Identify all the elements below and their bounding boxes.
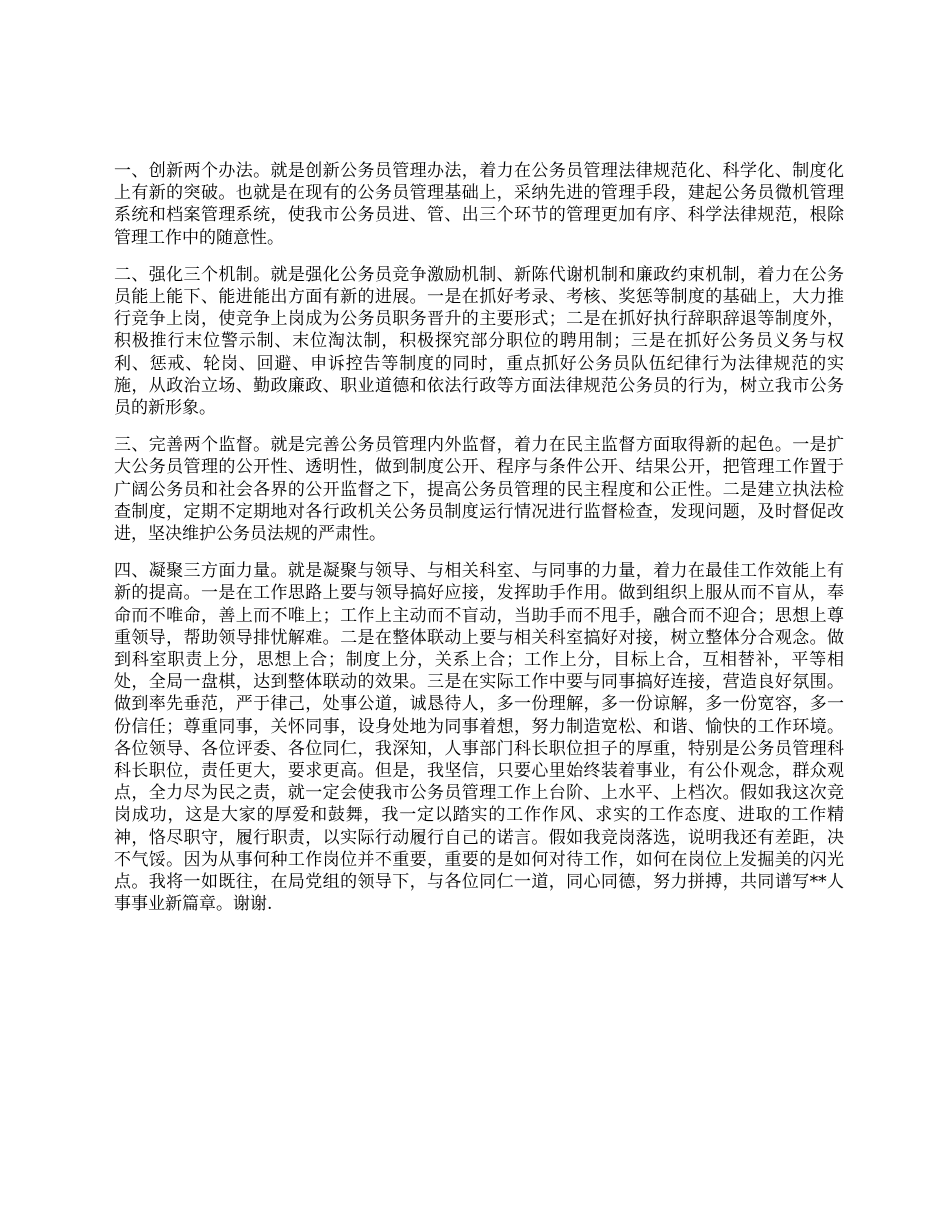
paragraph-2: 二、强化三个机制。就是强化公务员竞争激励机制、新陈代谢机制和廉政约束机制，着力在公务员能上能下、能进能出方面有新的进展。一是在抓好考录、考核、奖惩等制度的基础上，大力推行竞争上岗，使竞争上岗成为公务员职务晋升的主要形式；二是在抓好执行辞职辞退等制度外，积极推行末位警示制、末位淘汰制，积极探究部分职位的聘用制；三是在抓好公务员义务与权利、惩戒、轮岗、回避、申诉控告等制度的同时，重点抓好公务员队伍纪律行为法律规范的实施，从政治立场、勤政廉政、职业道德和依法行政等方面法律规范公务员的行为，树立我市公务员的新形象。 [114, 264, 844, 419]
paragraph-1: 一、创新两个办法。就是创新公务员管理办法，着力在公务员管理法律规范化、科学化、制度化上有新的突破。也就是在现有的公务员管理基础上，采纳先进的管理手段，建起公务员微机管理系统和档案管理系统，使我市公务员进、管、出三个环节的管理更加有序、科学法律规范，根除管理工作中的随意性。 [114, 161, 844, 248]
document-body [114, 160, 844, 931]
paragraph-4: 四、凝聚三方面力量。就是凝聚与领导、与相关科室、与同事的力量，着力在最佳工作效能上有新的提高。一是在工作思路上要与领导搞好应接，发挥助手作用。做到组织上服从而不盲从，奉命而不唯命，善上而不唯上；工作上主动而不盲动，当助手而不甩手，融合而不迎合；思想上尊重领导，帮助领导排忧解难。二是在整体联动上要与相关科室搞好对接，树立整体分合观念。做到科室职责上分，思想上合；制度上分，关系上合；工作上分，目标上合，互相替补，平等相处，全局一盘棋，达到整体联动的效果。三是在实际工作中要与同事搞好连接，营造良好氛围。做到率先垂范，严于律己，处事公道，诚恳待人，多一份理解，多一份谅解，多一份宽容，多一份信任；尊重同事，关怀同事，设身处地为同事着想，努力制造宽松、和谐、愉快的工作环境。 各位领导、各位评委、各位同仁，我深知，人事部门科长职位担子的厚重，特别是公务员管理科科长职位，责任更大，要求更高。但是，我坚信，只要心里始终装着事业，有公仆观念，群众观点，全力尽为民之责，就一定会使我市公务员管理工作上台阶、上水平、上档次。假如我这次竞岗成功，这是大家的厚爱和鼓舞，我一定以踏实的工作作风、求实的工作态度、进取的工作精神，恪尽职守，履行职责，以实际行动履行自己的诺言。假如我竞岗落选，说明我还有差距，决不气馁。因为从事何种工作岗位并不重要，重要的是如何对待工作，如何在岗位上发掘美的闪光点。我将一如既往，在局党组的领导下，与各位同仁一道，同心同德，努力拼搏，共同谱写**人事事业新篇章。谢谢. [114, 561, 844, 915]
paragraph-3: 三、完善两个监督。就是完善公务员管理内外监督，着力在民主监督方面取得新的起色。一是扩大公务员管理的公开性、透明性，做到制度公开、程序与条件公开、结果公开，把管理工作置于广阔公务员和社会各界的公开监督之下，提高公务员管理的民主程度和公正性。二是建立执法检查制度，定期不定期地对各行政机关公务员制度运行情况进行监督检查，发现问题，及时督促改进，坚决维护公务员法规的严肃性。 [114, 435, 844, 545]
